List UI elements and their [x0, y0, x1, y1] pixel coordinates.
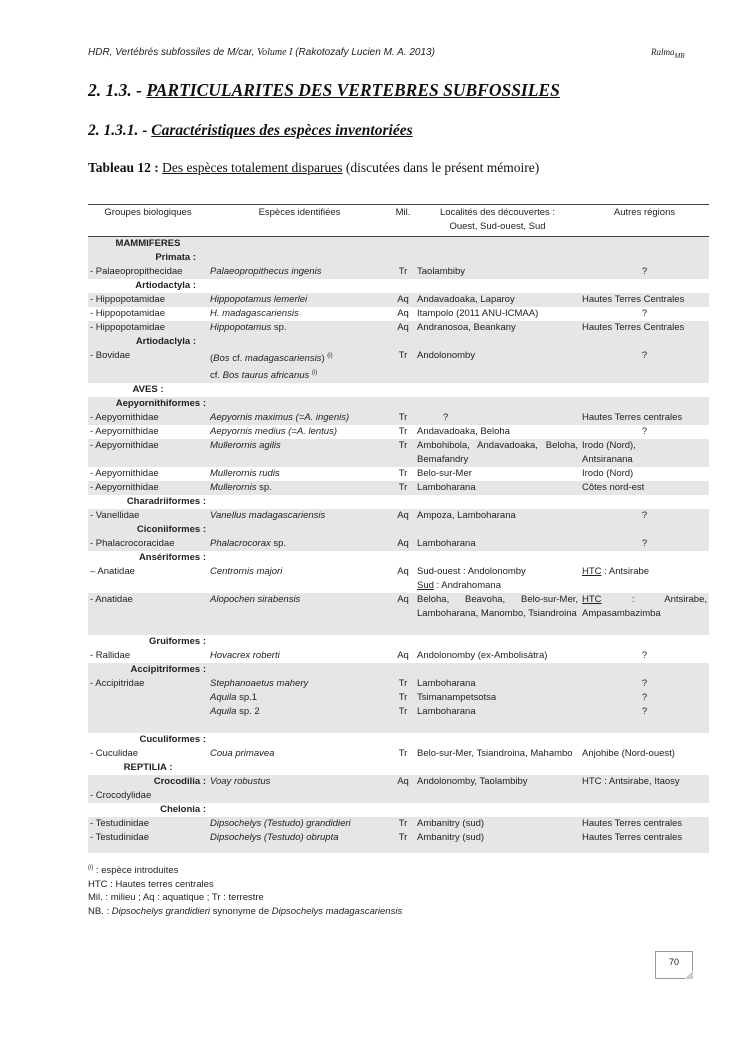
- order-primata: Primata :: [88, 251, 208, 265]
- order-anseriformes: Ansériformes :: [138, 552, 206, 564]
- table-header-row: [88, 205, 709, 237]
- order-charadriiformes: Charadriiformes :: [126, 496, 206, 508]
- paren-close: ): [321, 353, 325, 365]
- table-row: [88, 775, 709, 803]
- locality-cell: Itampolo (2011 ANU-ICMAA): [417, 308, 539, 319]
- footnote-mark: (i): [88, 865, 94, 871]
- family-cell: - Palaeopropithecidae: [88, 265, 208, 279]
- htc-abbrev: HTC: [582, 594, 602, 606]
- locality-cell: Taolambiby: [415, 265, 580, 279]
- family-cell: - Testudinidae: [88, 831, 208, 845]
- region-cell: ?: [580, 691, 709, 705]
- region-cell: ?: [641, 426, 648, 438]
- region-cell: Hautes Terres Centrales: [580, 321, 709, 335]
- locality-cell: Belo-sur-Mer: [417, 468, 472, 480]
- mil-cell: Tr: [391, 677, 415, 691]
- mil-cell: Tr: [391, 831, 415, 845]
- species-cell: Aepyornis maximus (=A. ingenis): [208, 411, 391, 425]
- species-name: Hippopotamus: [210, 322, 272, 333]
- species-cell: Palaeopropithecus ingenis: [208, 265, 391, 279]
- family-cell: - Cuculidae: [90, 748, 139, 760]
- species-cell: H. madagascariensis: [210, 308, 299, 319]
- header-localities: Localités des découvertes : Ouest, Sud-ouest, Sud: [439, 207, 556, 232]
- table-row: [88, 831, 709, 845]
- mil-cell: Aq: [391, 321, 415, 335]
- family-cell: - Anatidae: [88, 593, 208, 621]
- table-row: [88, 265, 709, 279]
- species-cell: Voay robustus: [208, 775, 391, 803]
- region-cell: ?: [580, 705, 709, 719]
- table-row: [88, 845, 709, 853]
- locality-line: Sud-ouest : Andolonomby: [417, 566, 526, 578]
- mil-cell: Tr: [391, 439, 415, 467]
- locality-cell: Tsimanampetsotsa: [415, 691, 580, 705]
- table-row: [88, 335, 709, 349]
- order-ciconiiformes: Ciconiiformes :: [88, 523, 208, 537]
- family-cell: - Aepyornithidae: [90, 468, 159, 480]
- region-cell: ?: [641, 308, 648, 319]
- table-row: [88, 237, 709, 252]
- region-cell: ?: [580, 265, 709, 279]
- mil-cell: Tr: [391, 691, 415, 705]
- note-species: Dipsochelys madagascariensis: [271, 905, 403, 917]
- locality-cell: [415, 565, 580, 593]
- header-initials: Ralma: [651, 47, 675, 57]
- section-text: PARTICULARITES DES VERTEBRES SUBFOSSILES: [146, 80, 560, 100]
- table-row: [88, 509, 709, 523]
- region-cell: Irodo (Nord): [582, 468, 634, 480]
- locality-line: : Andrahomana: [436, 580, 501, 592]
- region-cell: ?: [580, 349, 709, 383]
- page-number: 70: [655, 951, 693, 979]
- class-mammiferes: MAMMIFERES: [88, 237, 208, 252]
- species-suffix: sp.: [259, 482, 272, 494]
- family-cell: - Aepyornithidae: [88, 439, 208, 467]
- subsection-title: [88, 122, 413, 140]
- species-name: Mullerornis: [210, 482, 257, 494]
- mil-cell: Aq: [391, 509, 415, 523]
- species-cell: Stephanoaetus mahery: [208, 677, 391, 691]
- table-row: [88, 467, 709, 481]
- mil-cell: Aq: [391, 593, 415, 621]
- family-cell: – Anatidae: [90, 566, 135, 578]
- region-cell: ?: [580, 537, 709, 551]
- table-row: [88, 279, 709, 293]
- order-accipitriformes: Accipitriformes :: [88, 663, 208, 677]
- family-cell: - Aepyornithidae: [90, 426, 159, 438]
- locality-cell: Andolonomby, Taolambiby: [415, 775, 580, 803]
- note-htc: HTC : Hautes terres centrales: [88, 878, 214, 890]
- note-species: Dipsochelys grandidieri: [111, 905, 210, 917]
- table-row: [88, 593, 709, 621]
- table-row: [88, 425, 709, 439]
- region-cell: [580, 593, 709, 621]
- family-cell: - Aepyornithidae: [88, 481, 208, 495]
- section-number: 2. 1.3. -: [88, 80, 142, 100]
- species-suffix: sp.: [273, 538, 287, 550]
- region-cell: [580, 565, 709, 593]
- species-cell: Mullerornis agilis: [208, 439, 391, 467]
- table-row: [88, 761, 709, 775]
- species-cf: cf.: [210, 370, 221, 382]
- species-table: [88, 204, 709, 853]
- table-row: [88, 537, 709, 551]
- mil-cell: Aq: [397, 308, 409, 319]
- mil-cell: Tr: [391, 265, 415, 279]
- note-prefix: NB. :: [88, 905, 110, 917]
- species-cell: [208, 321, 391, 335]
- table-row: [88, 621, 709, 635]
- section-title: [88, 80, 560, 101]
- species-cell: [208, 705, 391, 719]
- table-row: [88, 677, 709, 691]
- header-species: Espèces identifiées: [258, 207, 341, 218]
- mil-cell: Tr: [398, 468, 408, 480]
- table-row: [88, 383, 709, 397]
- subsection-text: Caractéristiques des espèces inventoriées: [151, 122, 413, 139]
- header-author: (Rakotozafy Lucien M. A. 2013): [295, 47, 435, 58]
- mil-cell: Tr: [391, 481, 415, 495]
- mil-cell: Aq: [391, 293, 415, 307]
- table-row: [88, 747, 709, 761]
- region-cell: Hautes Terres centrales: [580, 411, 709, 425]
- header-regions: Autres régions: [613, 207, 676, 218]
- species-cell: Mullerornis rudis: [210, 468, 280, 480]
- locality-cell: Ampoza, Lamboharana: [415, 509, 580, 523]
- species-cell: Centrornis majori: [210, 566, 283, 578]
- region-cell: ?: [580, 509, 709, 523]
- region-cell: Irodo (Nord), Antsiranana: [580, 439, 709, 467]
- locality-cell: Lamboharana: [415, 481, 580, 495]
- family-cell: [88, 775, 208, 803]
- table-notes: [88, 862, 402, 918]
- family-cell: - Hippopotamidae: [88, 321, 208, 335]
- table-row: [88, 495, 709, 509]
- species-cell: Coua primavea: [210, 748, 275, 760]
- table-row: [88, 663, 709, 677]
- order-crocodilia: Crocodilia :: [153, 776, 206, 788]
- locality-cell: Ambanitry (sud): [415, 817, 580, 831]
- species-cell: Dipsochelys (Testudo) grandidieri: [208, 817, 391, 831]
- order-gruiformes: Gruiformes :: [148, 636, 206, 648]
- caption-label: Tableau 12 :: [88, 160, 159, 175]
- region-cell: Hautes Terres centrales: [580, 831, 709, 845]
- family-name: - Crocodylidae: [90, 790, 152, 802]
- locality-cell: ?: [415, 411, 580, 425]
- header-mil: Mil.: [395, 207, 411, 218]
- locality-cell: Andolonomby: [415, 349, 580, 383]
- table-row: [88, 411, 709, 425]
- table-row: [88, 691, 709, 705]
- table-row: [88, 635, 709, 649]
- mil-cell: Tr: [391, 817, 415, 831]
- class-reptilia: REPTILIA :: [123, 762, 173, 774]
- region-cell: Hautes Terres Centrales: [580, 293, 709, 307]
- species-epithet: madagascariensis: [244, 353, 322, 365]
- table-row: [88, 251, 709, 265]
- note-text: : espèce introduites: [95, 865, 179, 877]
- header-volume: Volume I: [257, 47, 293, 58]
- table-row: [88, 817, 709, 831]
- mil-cell: Tr: [398, 426, 408, 438]
- mil-cell: Aq: [397, 650, 409, 662]
- species-cell: [208, 691, 391, 705]
- species-name: Phalacrocorax: [210, 538, 271, 550]
- locality-cell: Belo-sur-Mer, Tsiandroina, Mahambo: [417, 748, 573, 760]
- locality-cell: Andavadoaka, Laparoy: [415, 293, 580, 307]
- family-cell: - Aepyornithidae: [88, 411, 208, 425]
- region-cell: ?: [641, 650, 648, 662]
- note-text: synonyme de: [212, 905, 270, 917]
- region-cell: HTC : Antsirabe, Itaosy: [580, 775, 709, 803]
- locality-region: Sud: [417, 580, 434, 592]
- table-row: [88, 293, 709, 307]
- note-nb: [88, 905, 402, 919]
- region-cell: Anjohibe (Nord-ouest): [582, 748, 675, 760]
- table-row: [88, 523, 709, 537]
- table-row: [88, 565, 709, 593]
- region-text: : Antsirabe, Ampasambazimba: [582, 594, 708, 620]
- order-artiodactyla: Artiodactyla :: [135, 280, 196, 291]
- species-genus: Bos: [213, 353, 230, 365]
- species-suffix: sp.: [273, 322, 287, 333]
- mil-cell: Aq: [397, 566, 409, 578]
- species-cell: Aepyornis medius (=A. lentus): [210, 426, 337, 438]
- species-cell: Dipsochelys (Testudo) obrupta: [208, 831, 391, 845]
- table-row: [88, 349, 709, 383]
- locality-cell: Beloha, Beavoha, Belo-sur-Mer, Lamboharana, Manombo, Tsiandroina: [417, 594, 578, 620]
- table-row: [88, 397, 709, 411]
- header-title: HDR, Vertébrés subfossiles de M/car,: [88, 47, 255, 58]
- running-header-left: [88, 47, 435, 58]
- table-row: [88, 649, 709, 663]
- species-name: Bos taurus africanus: [222, 370, 310, 382]
- note-introduced: [88, 862, 402, 878]
- htc-abbrev: HTC: [582, 566, 602, 578]
- locality-cell: Lamboharana: [415, 677, 580, 691]
- species-suffix: sp. 2: [239, 706, 260, 718]
- table-row: [88, 439, 709, 467]
- footnote-mark: (i): [327, 353, 333, 359]
- family-cell: - Accipitridae: [88, 677, 208, 691]
- table-row: [88, 321, 709, 335]
- species-cell: Hippopotamus lemerlei: [208, 293, 391, 307]
- locality-cell: Ambanitry (sud): [415, 831, 580, 845]
- mil-cell: Aq: [391, 537, 415, 551]
- table-row: [88, 481, 709, 495]
- order-chelonia: Chelonia :: [160, 804, 206, 816]
- family-cell: - Testudinidae: [88, 817, 208, 831]
- order-aepyornithiformes: Aepyornithiformes :: [88, 397, 208, 411]
- region-cell: ?: [580, 677, 709, 691]
- header-initials-sub: MR: [674, 51, 685, 60]
- species-cell: [208, 537, 391, 551]
- table-row: [88, 705, 709, 719]
- family-cell: - Rallidae: [90, 650, 131, 662]
- order-cuculiformes: Cuculiformes :: [139, 734, 206, 746]
- region-text: : Antsirabe: [604, 566, 650, 578]
- species-cell: [208, 481, 391, 495]
- species-cell: [208, 349, 391, 383]
- note-milieu: Mil. : milieu ; Aq : aquatique ; Tr : terrestre: [88, 892, 264, 904]
- species-cf: cf.: [232, 353, 243, 365]
- table-row: [88, 307, 709, 321]
- table-row: [88, 551, 709, 565]
- species-name: Aquila: [210, 706, 237, 718]
- table-row: [88, 719, 709, 733]
- mil-cell: Tr: [391, 349, 415, 383]
- family-cell: - Bovidae: [88, 349, 208, 383]
- family-cell: - Phalacrocoracidae: [88, 537, 208, 551]
- family-cell: - Vanellidae: [88, 509, 208, 523]
- locality-cell: Lamboharana: [415, 705, 580, 719]
- header-groups: Groupes biologiques: [104, 207, 192, 218]
- species-cell: Hovacrex roberti: [210, 650, 280, 662]
- region-cell: Côtes nord-est: [580, 481, 709, 495]
- subsection-number: 2. 1.3.1. -: [88, 122, 148, 139]
- paren-open: (: [210, 353, 214, 365]
- mil-cell: Tr: [391, 411, 415, 425]
- locality-cell: Andolonomby (ex-Ambolisàtra): [417, 650, 548, 662]
- table-row: [88, 803, 709, 817]
- table-row: [88, 733, 709, 747]
- species-cell: Alopochen sirabensis: [208, 593, 391, 621]
- order-artiodactyla-2: Artiodaclyla :: [88, 335, 208, 349]
- locality-cell: Lamboharana: [415, 537, 580, 551]
- mil-cell: Tr: [391, 705, 415, 719]
- caption-title: Des espèces totalement disparues: [162, 160, 343, 175]
- locality-cell: Andranosoa, Beankany: [415, 321, 580, 335]
- species-name: Aquila: [210, 692, 237, 704]
- family-cell: - Hippopotamidae: [90, 308, 165, 319]
- mil-cell: Tr: [398, 748, 408, 760]
- locality-cell: Ambohibola, Andavadoaka, Beloha, Bemafandry: [417, 440, 578, 466]
- species-cell: Vanellus madagascariensis: [208, 509, 391, 523]
- species-suffix: sp.1: [239, 692, 258, 704]
- family-cell: - Hippopotamidae: [88, 293, 208, 307]
- caption-suffix: (discutées dans le présent mémoire): [345, 160, 540, 175]
- class-aves: AVES :: [132, 384, 164, 396]
- locality-cell: Andavadoaka, Beloha: [417, 426, 510, 438]
- mil-cell: Aq: [391, 775, 415, 803]
- table-caption: [88, 160, 539, 176]
- running-header-right: [651, 47, 685, 60]
- footnote-mark: (i): [311, 370, 318, 377]
- region-cell: Hautes Terres centrales: [580, 817, 709, 831]
